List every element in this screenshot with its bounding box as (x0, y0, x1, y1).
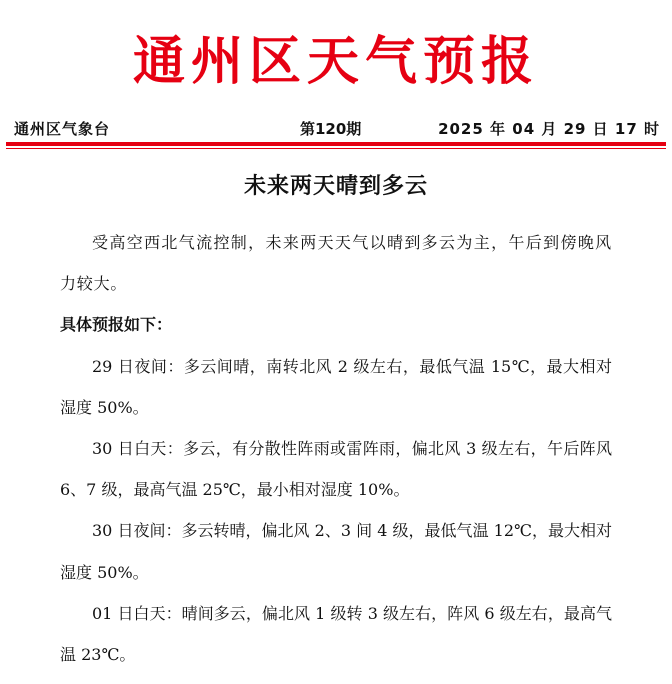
forecast-paragraph: 29 日夜间：多云间晴，南转北风 2 级左右，最低气温 15℃，最大相对湿度 50%。 (60, 356, 612, 417)
forecast-paragraph: 30 日夜间：多云转晴，偏北风 2、3 间 4 级，最低气温 12℃，最大相对湿度 50%。 (60, 521, 612, 582)
forecast-paragraph: 30 日白天：多云，有分散性阵雨或雷阵雨，偏北风 3 级左右，午后阵风 6、7 级，最高气温 25℃，最小相对湿度 10%。 (60, 439, 612, 500)
intro-paragraph: 受高空西北气流控制，未来两天天气以晴到多云为主，午后到傍晚风力较大。 (60, 233, 612, 294)
article-headline: 未来两天晴到多云 (243, 174, 428, 199)
issuing-office: 通州区气象台 (14, 120, 111, 138)
issue-date: 2025 年 04 月 29 日 17 时 (438, 120, 660, 138)
issue-number: 第120期 (300, 120, 362, 138)
header-divider-thin (6, 148, 666, 149)
forecast-paragraph: 01 日白天：晴间多云，偏北风 1 级转 3 级左右，阵风 6 级左右，最高气温 23℃。 (60, 603, 612, 665)
article-body (60, 222, 612, 675)
meta-row (14, 116, 660, 140)
header-divider-thick (6, 142, 666, 146)
masthead-title: 通州区天气预报 (132, 31, 539, 92)
forecast-subheading: 具体预报如下： (60, 315, 173, 335)
